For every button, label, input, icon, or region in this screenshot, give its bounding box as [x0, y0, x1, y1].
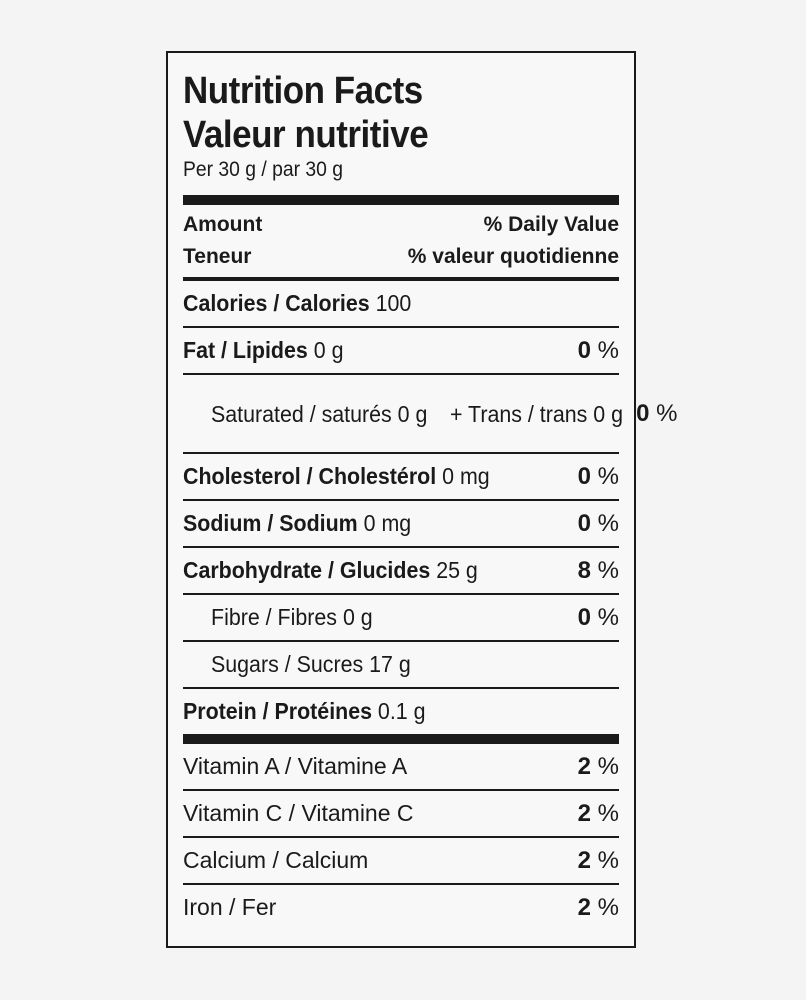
calories-value: 100: [375, 290, 412, 316]
fibre-percent: 0 %: [577, 603, 619, 631]
sodium-row: [183, 501, 619, 548]
title-french: Valeur nutritive: [183, 114, 429, 156]
protein-label: Protein / Protéines: [183, 698, 372, 724]
vitamin-a-label: Vitamin A / Vitamine A: [183, 753, 408, 779]
protein-row: [183, 689, 619, 734]
fat-percent: 0 %: [577, 336, 619, 364]
iron-label: Iron / Fer: [183, 894, 277, 920]
calories-label: Calories / Calories: [183, 290, 370, 316]
daily-value-header-fr: % valeur quotidienne: [407, 245, 619, 268]
amount-header-fr: Teneur: [183, 245, 252, 268]
saturated-label: Saturated / saturés: [211, 400, 392, 427]
calories-row: [183, 281, 619, 328]
sodium-label: Sodium / Sodium: [183, 510, 358, 536]
fat-label: Fat / Lipides: [183, 337, 308, 363]
vitamin-c-label: Vitamin C / Vitamine C: [183, 800, 414, 826]
vitamin-c-row: [183, 791, 619, 838]
iron-percent: 2 %: [577, 893, 619, 921]
fibre-value: 0 g: [342, 604, 373, 630]
thick-divider-vitamins: [183, 734, 619, 744]
cholesterol-row: [183, 454, 619, 501]
fat-row: [183, 328, 619, 375]
daily-value-header-en: % Daily Value: [483, 213, 619, 236]
saturated-percent: 0 %: [636, 399, 678, 427]
carbohydrate-value: 25 g: [436, 557, 478, 583]
vitamin-c-percent: 2 %: [577, 799, 619, 827]
title-english: Nutrition Facts: [183, 70, 423, 112]
cholesterol-percent: 0 %: [577, 462, 619, 490]
fibre-row: [183, 595, 619, 642]
cholesterol-value: 0 mg: [442, 463, 490, 489]
trans-value: 0 g: [593, 400, 624, 427]
thick-divider: [183, 195, 619, 205]
sugars-value: 17 g: [369, 651, 411, 677]
calcium-row: [183, 838, 619, 885]
carbohydrate-row: [183, 548, 619, 595]
sugars-label: Sugars / Sucres: [211, 651, 364, 677]
calcium-percent: 2 %: [577, 846, 619, 874]
carbohydrate-label: Carbohydrate / Glucides: [183, 557, 431, 583]
sugars-row: [183, 642, 619, 689]
calcium-label: Calcium / Calcium: [183, 847, 369, 873]
sodium-value: 0 mg: [363, 510, 412, 536]
fibre-label: Fibre / Fibres: [211, 604, 338, 630]
column-header: [183, 205, 619, 277]
amount-header-en: Amount: [183, 213, 263, 236]
cholesterol-label: Cholesterol / Cholestérol: [183, 463, 437, 489]
nutrition-facts-label: [166, 51, 678, 948]
iron-row: [183, 885, 619, 930]
vitamin-a-percent: 2 %: [577, 752, 619, 780]
serving-size: Per 30 g / par 30 g: [183, 158, 344, 181]
protein-value: 0.1 g: [377, 698, 426, 724]
saturated-trans-row: [183, 375, 678, 454]
vitamin-a-row: [183, 744, 619, 791]
trans-label: + Trans / trans: [450, 400, 588, 427]
fat-value: 0 g: [313, 337, 344, 363]
carbohydrate-percent: 8 %: [577, 556, 619, 584]
saturated-value: 0 g: [397, 400, 428, 427]
sodium-percent: 0 %: [577, 509, 619, 537]
